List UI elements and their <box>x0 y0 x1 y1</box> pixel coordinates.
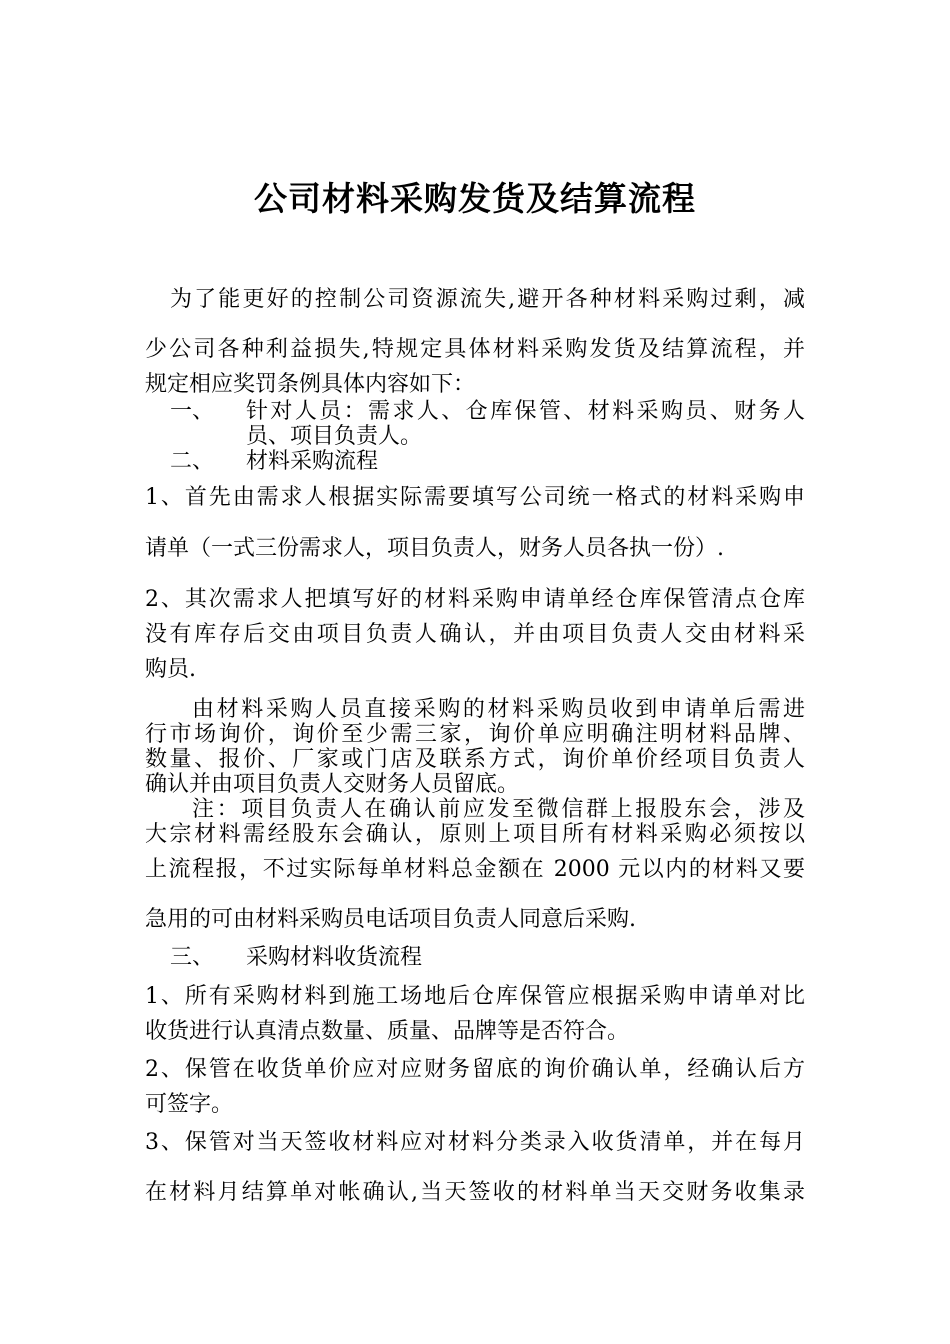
s2-note-line-4: 急用的可由材料采购员电话项目负责人同意后采购. <box>145 907 636 932</box>
s2-para-line-2: 行市场询价，询价至少需三家，询价单应明确注明材料品牌、 <box>145 722 805 747</box>
intro-line-2: 少公司各种利益损失,特规定具体材料采购发货及结算流程，并 <box>145 337 805 362</box>
s2-para-line-3: 数量、报价、厂家或门店及联系方式，询价单价经项目负责人 <box>145 747 805 772</box>
s2-note-line-1: 注：项目负责人在确认前应发至微信群上报股东会，涉及 <box>192 797 805 822</box>
s2-para-line-1: 由材料采购人员直接采购的材料采购员收到申请单后需进 <box>192 697 805 722</box>
s2-note-line-2: 大宗材料需经股东会确认，原则上项目所有材料采购必须按以 <box>145 822 805 847</box>
section-1-line-1: 针对人员：需求人、仓库保管、材料采购员、财务人 <box>246 399 805 424</box>
s2-para-line-4: 确认并由项目负责人交财务人员留底。 <box>145 772 520 797</box>
section-2-heading: 材料采购流程 <box>246 449 379 474</box>
section-3-heading: 采购材料收货流程 <box>246 945 423 970</box>
s3-item3-line-1: 3、保管对当天签收材料应对材料分类录入收货清单，并在每月 <box>145 1130 805 1155</box>
s3-item3-line-2: 在材料月结算单对帐确认,当天签收的材料单当天交财务收集录 <box>145 1180 805 1205</box>
section-2-number: 二、 <box>170 449 215 474</box>
s3-item2-line-1: 2、保管在收货单价应对应财务留底的询价确认单，经确认后方 <box>145 1057 805 1082</box>
section-1-line-2: 员、项目负责人。 <box>246 424 423 449</box>
s2-note-line-3: 上流程报，不过实际每单材料总金额在 2000 元以内的材料又要 <box>145 857 805 882</box>
section-3-number: 三、 <box>170 945 215 970</box>
intro-line-1: 为了能更好的控制公司资源流失,避开各种材料采购过剩，减 <box>170 287 805 312</box>
s3-item1-line-1: 1、所有采购材料到施工场地后仓库保管应根据采购申请单对比 <box>145 984 805 1009</box>
intro-line-3: 规定相应奖罚条例具体内容如下： <box>145 372 476 397</box>
s3-item1-line-2: 收货进行认真清点数量、质量、品牌等是否符合。 <box>145 1019 630 1044</box>
s2-item2-line-2: 没有库存后交由项目负责人确认，并由项目负责人交由材料采 <box>145 622 805 647</box>
s2-item1-line-2: 请单（一式三份需求人，项目负责人，财务人员各执一份）. <box>145 536 724 561</box>
s2-item1-line-1: 1、首先由需求人根据实际需要填写公司统一格式的材料采购申 <box>145 485 805 510</box>
s2-item2-line-1: 2、其次需求人把填写好的材料采购申请单经仓库保管清点仓库 <box>145 587 805 612</box>
section-1-number: 一、 <box>170 399 215 424</box>
document-title: 公司材料采购发货及结算流程 <box>254 179 696 218</box>
s2-item2-line-3: 购员. <box>145 657 196 682</box>
s3-item2-line-2: 可签字。 <box>145 1092 234 1117</box>
